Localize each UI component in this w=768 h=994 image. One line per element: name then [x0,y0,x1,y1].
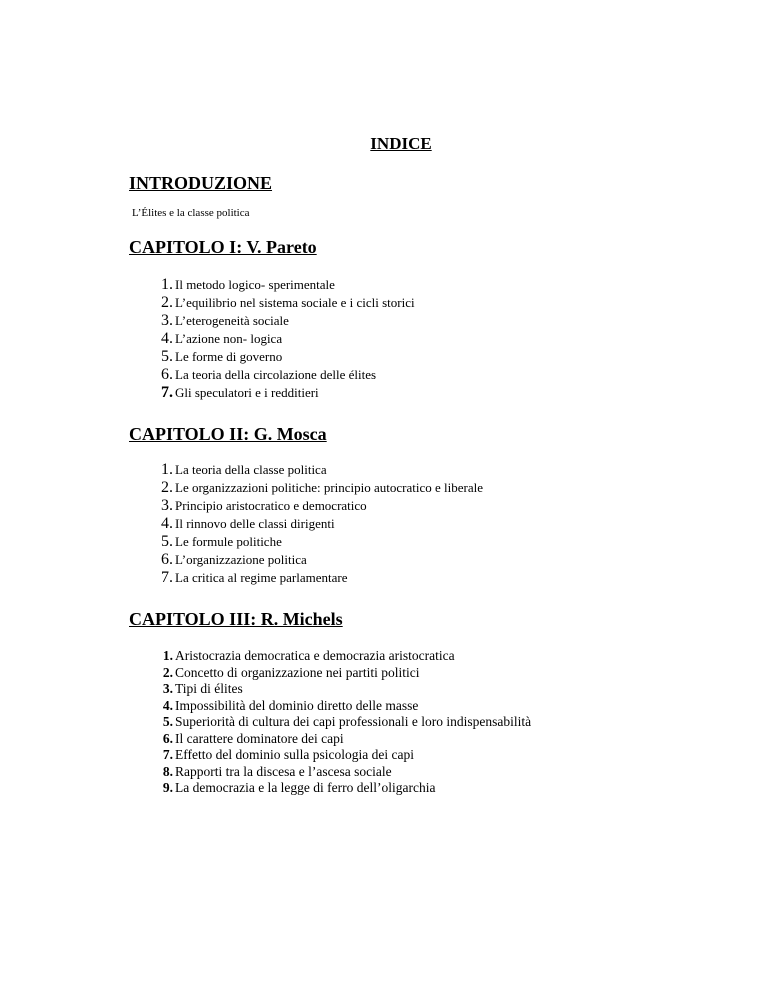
item-number: 4. [162,697,173,713]
item-text: Il metodo logico- sperimentale [175,277,335,292]
chapter-1-list [147,276,415,402]
list-item [147,533,483,551]
item-text: L’azione non- logica [175,331,283,346]
chapter-2-heading: CAPITOLO II: G. Mosca [129,424,327,444]
list-item [147,747,531,764]
item-text: Effetto del dominio sulla psicologia dei capi [175,747,414,762]
list-item [147,479,483,497]
list-item [147,569,483,587]
item-text: L’eterogeneità sociale [175,313,289,328]
item-text: Impossibilità del dominio diretto delle masse [175,697,419,713]
list-item [147,764,531,781]
item-text: Il carattere dominatore dei capi [175,730,344,746]
item-text: Concetto di organizzazione nei partiti politici [175,664,420,680]
item-number: 1. [161,461,173,478]
item-number: 3. [161,312,173,329]
list-item [147,551,483,569]
item-number: 5. [162,714,173,729]
item-text: Superiorità di cultura dei capi professionali e loro indispensabilità [175,714,532,729]
list-item [147,294,415,312]
page-title: INDICE [370,134,432,153]
list-item [147,681,531,698]
item-text: Le organizzazioni politiche: principio autocratico e liberale [175,480,484,495]
item-number: 6. [161,551,173,568]
list-item [147,461,483,479]
item-number: 1. [161,276,173,293]
list-item [147,648,531,665]
item-number: 3. [161,497,173,514]
item-number: 4. [161,515,173,532]
introduction-heading: INTRODUZIONE [129,173,273,193]
item-number: 7. [161,384,173,401]
item-number: 8. [162,763,173,779]
item-text: La teoria della classe politica [175,462,327,477]
list-item [147,276,415,294]
list-item [147,384,415,402]
chapter-2-list [147,461,483,587]
item-number: 5. [161,533,173,550]
item-number: 9. [162,780,173,795]
list-item [147,515,483,533]
item-number: 2. [161,479,173,496]
list-item [147,731,531,748]
list-item [147,780,531,797]
item-number: 6. [161,366,173,383]
item-text: L’organizzazione politica [175,552,307,567]
item-text: Le forme di governo [175,349,283,364]
item-text: La democrazia e la legge di ferro dell’oligarchia [175,780,436,795]
item-number: 6. [162,730,173,746]
item-text: Rapporti tra la discesa e l’ascesa sociale [175,763,392,779]
chapter-1-heading: CAPITOLO I: V. Pareto [129,237,317,257]
item-number: 4. [161,330,173,347]
item-number: 1. [162,648,173,663]
list-item [147,714,531,731]
list-item [147,698,531,715]
item-text: Tipi di élites [175,681,243,696]
item-text: Aristocrazia democratica e democrazia aristocratica [175,648,455,663]
item-text: Le formule politiche [175,534,282,549]
chapter-3-heading: CAPITOLO III: R. Michels [129,609,343,629]
item-number: 7. [162,747,173,762]
item-number: 7. [161,569,173,586]
list-item [147,497,483,515]
item-text: Il rinnovo delle classi dirigenti [175,516,335,531]
item-text: La critica al regime parlamentare [175,570,348,585]
list-item [147,366,415,384]
item-text: La teoria della circolazione delle élites [175,367,377,382]
list-item [147,312,415,330]
item-number: 2. [161,294,173,311]
list-item [147,330,415,348]
item-text: L’equilibrio nel sistema sociale e i cicli storici [175,295,415,310]
list-item [147,348,415,366]
item-number: 5. [161,348,173,365]
item-text: Principio aristocratico e democratico [175,498,367,513]
item-text: Gli speculatori e i redditieri [175,385,319,400]
item-number: 2. [162,664,173,680]
introduction-text: L’Élites e la classe politica [132,207,250,219]
chapter-3-list [147,648,531,797]
list-item [147,665,531,682]
item-number: 3. [162,681,173,696]
